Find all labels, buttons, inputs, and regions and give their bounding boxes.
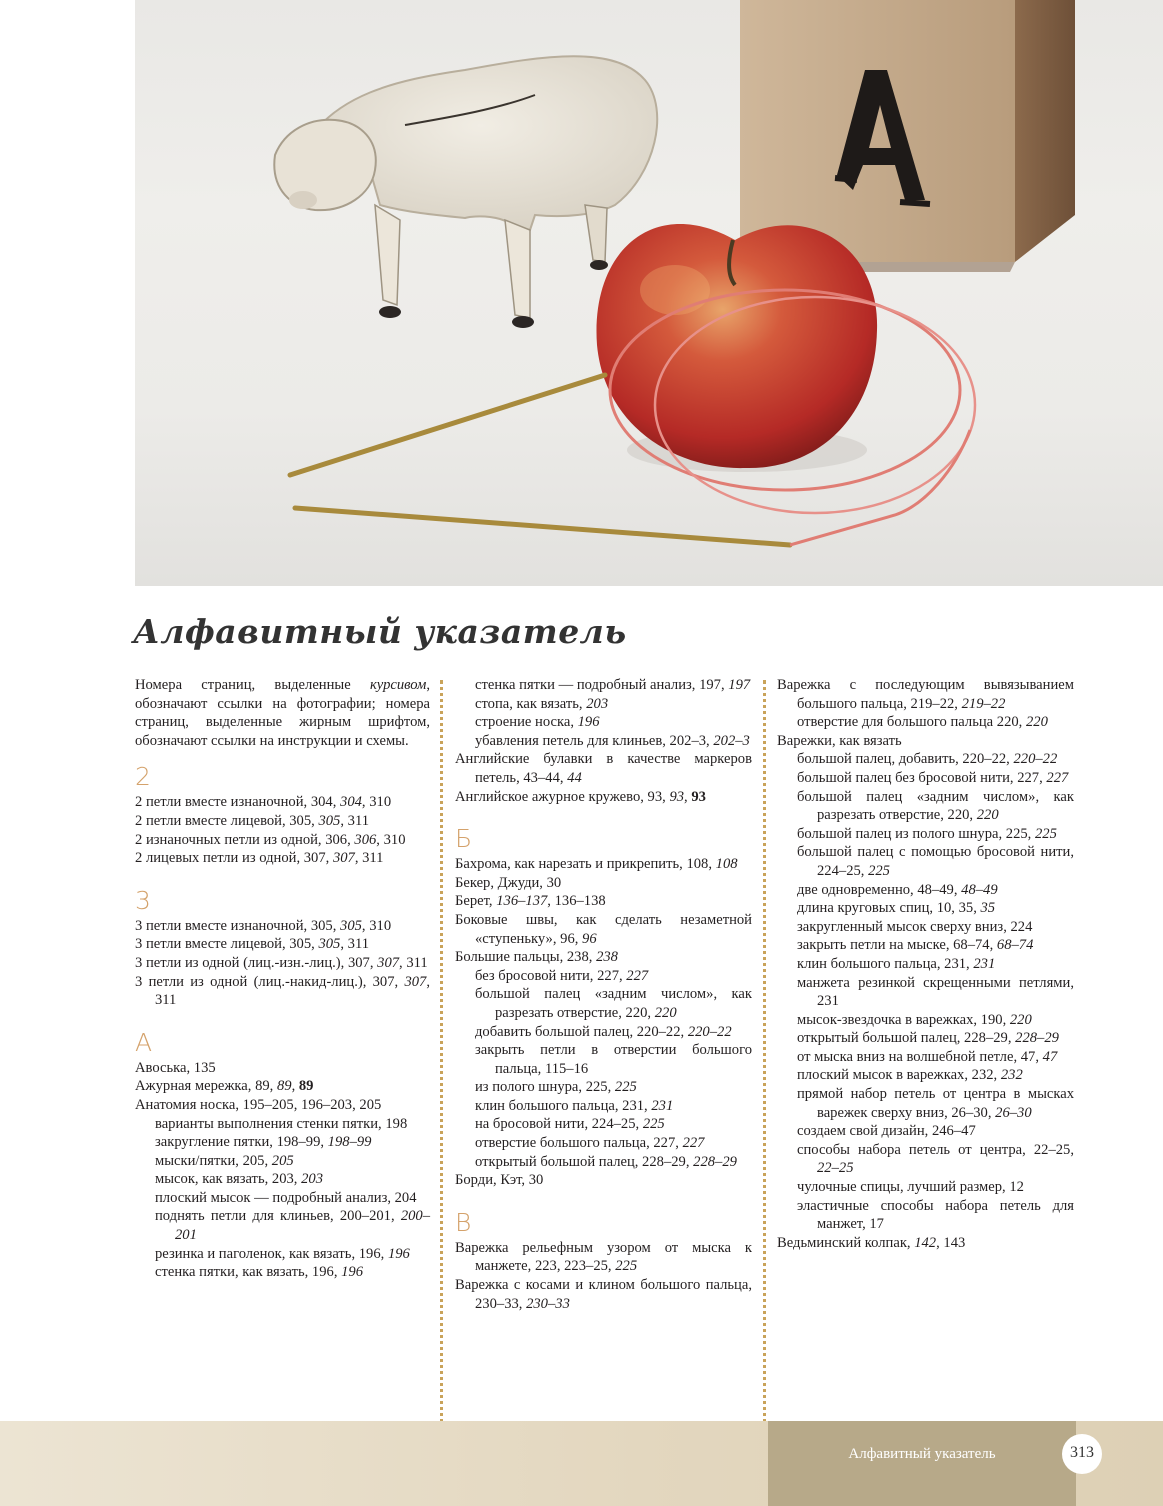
index-entry: Варежки, как вязать <box>777 732 902 749</box>
index-entry: Боковые швы, как сделать незаметной «ступеньку», 96, 96 <box>455 911 752 947</box>
index-subentry: стенка пятки, как вязать, 196, 196 <box>155 1264 364 1281</box>
index-entry: Варежка с косами и клином большого пальца, 230–33, 230–33 <box>455 1277 752 1312</box>
index-entry: 3 петли из одной (лиц.-накид-лиц.), 307, 307, 311 <box>135 973 430 1009</box>
index-subentry: большой палец из полого шнура, 225, 225 <box>797 825 1057 842</box>
index-subentry: плоский мысок — подробный анализ, 204 <box>155 1189 417 1206</box>
index-subentry: на бросовой нити, 224–25, 225 <box>475 1116 665 1133</box>
index-entry: Варежка с последующим вывязыванием большого пальца, 219–22, 219–22 <box>777 677 1074 712</box>
index-subentry: строение носка, 196 <box>475 714 600 731</box>
section-letter: А <box>135 1027 153 1057</box>
index-column-2 <box>455 676 752 1313</box>
index-subentry: закругленный мысок сверху вниз, 224 <box>797 918 1033 935</box>
index-subentry: плоский мысок в варежках, 232, 232 <box>797 1067 1023 1084</box>
index-subentry: большой палец, добавить, 220–22, 220–22 <box>797 751 1058 768</box>
index-entry: Большие пальцы, 238, 238 <box>455 949 618 966</box>
intro-note <box>135 676 430 750</box>
index-subentry: закрыть петли в отверстии большого пальца, 115–16 <box>475 1042 752 1077</box>
index-subentry: убавления петель для клиньев, 202–3, 202–3 <box>475 732 750 749</box>
index-subentry: резинка и паголенок, как вязать, 196, 196 <box>155 1245 410 1262</box>
index-subentry: отверстие для большого пальца 220, 220 <box>797 714 1048 731</box>
section-letter: В <box>455 1207 472 1237</box>
photo-illustration <box>135 0 1163 586</box>
header-photo <box>135 0 1163 586</box>
index-subentry: клин большого пальца, 231, 231 <box>475 1097 674 1114</box>
index-entry: Берет, 136–137, 136–138 <box>455 893 606 910</box>
intro-text: Номера страниц, выделенные <box>135 677 370 693</box>
index-subentry: без бросовой нити, 227, 227 <box>475 967 649 984</box>
index-entry: Английские булавки в качестве маркеров петель, 43–44, 44 <box>455 751 752 786</box>
page-number: 313 <box>1062 1434 1102 1474</box>
index-subentry: стопа, как вязать, 203 <box>475 695 609 712</box>
index-entry: Бахрома, как нарезать и прикрепить, 108, 108 <box>455 856 738 873</box>
index-subentry: открытый большой палец, 228–29, 228–29 <box>475 1153 737 1170</box>
index-subentry: большой палец «задним числом», как разрезать отверстие, 220, 220 <box>475 986 752 1021</box>
index-subentry: варианты выполнения стенки пятки, 198 <box>155 1115 408 1132</box>
index-subentry: поднять петли для клиньев, 200–201, 200–201 <box>155 1208 430 1244</box>
index-subentry: стенка пятки — подробный анализ, 197, 197 <box>475 677 751 693</box>
index-entry: 2 петли вместе изнаночной, 304, 304, 310 <box>135 794 392 811</box>
index-entry: Борди, Кэт, 30 <box>455 1172 544 1189</box>
column-separator <box>440 680 443 1460</box>
index-subentry: эластичные способы набора петель для манжет, 17 <box>797 1197 1074 1233</box>
intro-italic: курсивом <box>369 677 427 693</box>
index-column-1 <box>135 676 430 1282</box>
index-entry: Английское ажурное кружево, 93, 93, 93 <box>455 788 706 805</box>
section-letter: Б <box>455 824 473 854</box>
index-subentry: создаем свой дизайн, 246–47 <box>797 1123 976 1140</box>
index-subentry: закругление пятки, 198–99, 198–99 <box>155 1134 372 1151</box>
index-subentry: клин большого пальца, 231, 231 <box>797 955 996 972</box>
index-entry: Варежка рельефным узором от мыска к манжете, 223, 223–25, 225 <box>455 1239 752 1275</box>
index-column-3 <box>777 676 1074 1252</box>
index-subentry: длина круговых спиц, 10, 35, 35 <box>797 900 996 917</box>
index-entry: 2 лицевых петли из одной, 307, 307, 311 <box>135 850 384 867</box>
section-letter: 2 <box>135 762 151 792</box>
index-subentry: способы набора петель от центра, 22–25, 22–25 <box>797 1141 1074 1177</box>
index-entry: Анатомия носка, 195–205, 196–203, 205 <box>135 1096 382 1113</box>
index-entry: 2 изнаночных петли из одной, 306, 306, 310 <box>135 831 406 848</box>
index-subentry: прямой набор петель от центра в мысках варежек сверху вниз, 26–30, 26–30 <box>797 1086 1074 1121</box>
column-separator <box>763 680 766 1460</box>
index-subentry: мыски/пятки, 205, 205 <box>155 1152 294 1169</box>
index-subentry: чулочные спицы, лучший размер, 12 <box>797 1179 1024 1196</box>
index-entry: 3 петли вместе лицевой, 305, 305, 311 <box>135 936 369 953</box>
index-subentry: добавить большой палец, 220–22, 220–22 <box>475 1023 732 1040</box>
index-entry: Ажурная мережка, 89, 89, 89 <box>135 1078 314 1095</box>
index-subentry: от мыска вниз на волшебной петле, 47, 47 <box>797 1048 1058 1065</box>
index-subentry: большой палец без бросовой нити, 227, 227 <box>797 769 1069 786</box>
index-entry: 3 петли из одной (лиц.-изн.-лиц.), 307, 307, 311 <box>135 954 428 971</box>
intro-text: , обозначают ссылки на фотографии; номера страниц, выделенные жирным шрифтом, обозначают ссылки на инструкции и схемы. <box>135 677 430 749</box>
index-subentry: из полого шнура, 225, 225 <box>475 1079 637 1096</box>
index-subentry: две одновременно, 48–49, 48–49 <box>797 881 998 898</box>
index-subentry: мысок-звездочка в варежках, 190, 220 <box>797 1011 1032 1028</box>
index-subentry: манжета резинкой скрещенными петлями, 231 <box>797 974 1074 1010</box>
index-subentry: закрыть петли на мыске, 68–74, 68–74 <box>797 937 1034 954</box>
index-entry: Ведьминский колпак, 142, 143 <box>777 1234 966 1251</box>
index-subentry: отверстие большого пальца, 227, 227 <box>475 1135 705 1152</box>
page-title: Алфавитный указатель <box>133 612 627 651</box>
index-entry: Авоська, 135 <box>135 1059 216 1076</box>
index-subentry: мысок, как вязать, 203, 203 <box>155 1171 323 1188</box>
apple <box>596 224 877 472</box>
index-subentry: большой палец с помощью бросовой нити, 224–25, 225 <box>797 844 1074 879</box>
index-subentry: открытый большой палец, 228–29, 228–29 <box>797 1030 1059 1047</box>
footer-box <box>768 1421 1076 1506</box>
running-footer: Алфавитный указатель <box>848 1446 996 1462</box>
index-subentry: большой палец «задним числом», как разрезать отверстие, 220, 220 <box>797 788 1074 824</box>
index-entry: 3 петли вместе изнаночной, 305, 305, 310 <box>135 917 392 934</box>
sheep-figurine <box>274 56 657 328</box>
index-entry: 2 петли вместе лицевой, 305, 305, 311 <box>135 812 369 829</box>
index-entry: Бекер, Джуди, 30 <box>455 874 562 891</box>
section-letter: 3 <box>135 885 151 915</box>
